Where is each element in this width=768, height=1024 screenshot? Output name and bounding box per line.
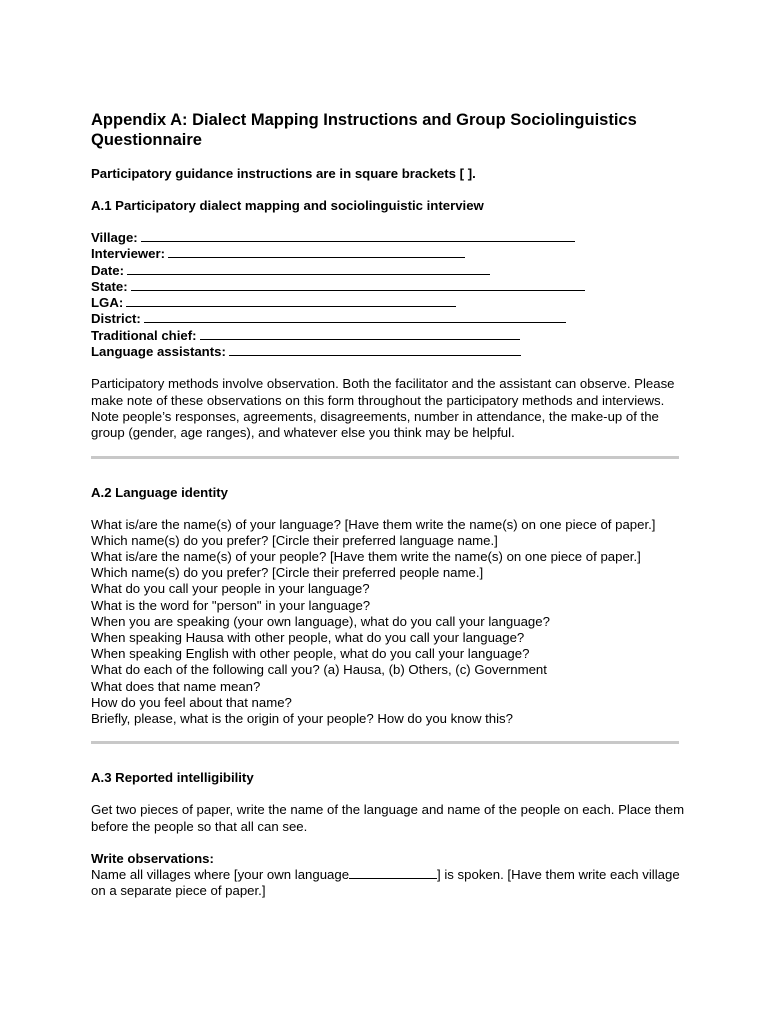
document-page (91, 110, 691, 899)
field-state (91, 279, 691, 295)
intelligibility-paragraph: Get two pieces of paper, write the name of the language and name of the people on each. Place them before the people so that all can see. (91, 802, 685, 834)
question-item: What do you call your people in your language? (91, 581, 370, 597)
fill-line[interactable] (141, 231, 575, 242)
field-label: Date: (91, 262, 124, 278)
section-a1-heading: A.1 Participatory dialect mapping and sociolinguistic interview (91, 198, 484, 213)
field-language-assistants (91, 344, 691, 360)
guidance-note: Participatory guidance instructions are in square brackets [ ]. (91, 166, 476, 181)
observation-paragraph: Participatory methods involve observation. Both the facilitator and the assistant can observe. Please make note of these observations on this form throughout the participatory methods and interviews. Note people’s responses, agreements, disagreements, number in attendance, the make-up of the group (gender, age ranges), and whatever else you think may be helpful. (91, 376, 675, 441)
field-label: Village: (91, 230, 138, 245)
field-label: State: (91, 278, 128, 294)
villages-instruction (91, 867, 691, 899)
field-label: LGA: (91, 295, 124, 311)
question-item: What do each of the following call you? (a) Hausa, (b) Others, (c) Government (91, 662, 547, 678)
field-label: Traditional chief: (91, 327, 197, 343)
question-item: When you are speaking (your own language), what do you call your language? (91, 613, 550, 629)
question-item: How do you feel about that name? (91, 694, 292, 710)
fill-line[interactable] (144, 312, 566, 323)
field-district (91, 311, 691, 327)
language-blank-line[interactable] (349, 867, 437, 879)
villages-text-before: Name all villages where [your own language (91, 866, 350, 882)
fill-line[interactable] (127, 264, 490, 275)
section-a3-heading: A.3 Reported intelligibility (91, 770, 254, 786)
field-interviewer (91, 246, 691, 262)
fill-line[interactable] (131, 280, 585, 291)
question-item: Which name(s) do you prefer? [Circle their preferred language name.] (91, 532, 498, 548)
field-village (91, 230, 691, 246)
section-a2-heading: A.2 Language identity (91, 484, 229, 500)
question-item: What does that name mean? (91, 678, 261, 694)
question-item: Briefly, please, what is the origin of your people? How do you know this? (91, 711, 513, 726)
question-item: When speaking English with other people, what do you call your language? (91, 646, 530, 662)
section-divider (91, 741, 679, 744)
question-item: Which name(s) do you prefer? [Circle their preferred people name.] (91, 565, 484, 581)
field-traditional-chief (91, 328, 691, 344)
fill-line[interactable] (200, 329, 520, 340)
question-item: What is/are the name(s) of your language? [Have them write the name(s) on one piece of paper.] (91, 516, 656, 532)
question-item: What is/are the name(s) of your people? [Have them write the name(s) on one piece of paper.] (91, 548, 641, 564)
question-item: When speaking Hausa with other people, what do you call your language? (91, 629, 525, 645)
fill-line[interactable] (229, 345, 521, 356)
question-item: What is the word for "person" in your language? (91, 597, 371, 613)
question-list (91, 517, 691, 728)
field-label: Interviewer: (91, 246, 166, 262)
observations-heading: Write observations: (91, 850, 214, 866)
section-divider (91, 456, 679, 459)
villages-text-after: ] is spoken. [Have them write each village on a separate piece of paper.] (91, 866, 680, 898)
fill-line[interactable] (126, 296, 456, 307)
field-label: District: (91, 311, 141, 327)
field-label: Language assistants: (91, 344, 226, 360)
field-lga (91, 295, 691, 311)
form-fields (91, 230, 691, 360)
field-date (91, 263, 691, 279)
page-title: Appendix A: Dialect Mapping Instructions and Group Sociolinguistics Questionnaire (91, 111, 637, 149)
fill-line[interactable] (168, 247, 465, 258)
